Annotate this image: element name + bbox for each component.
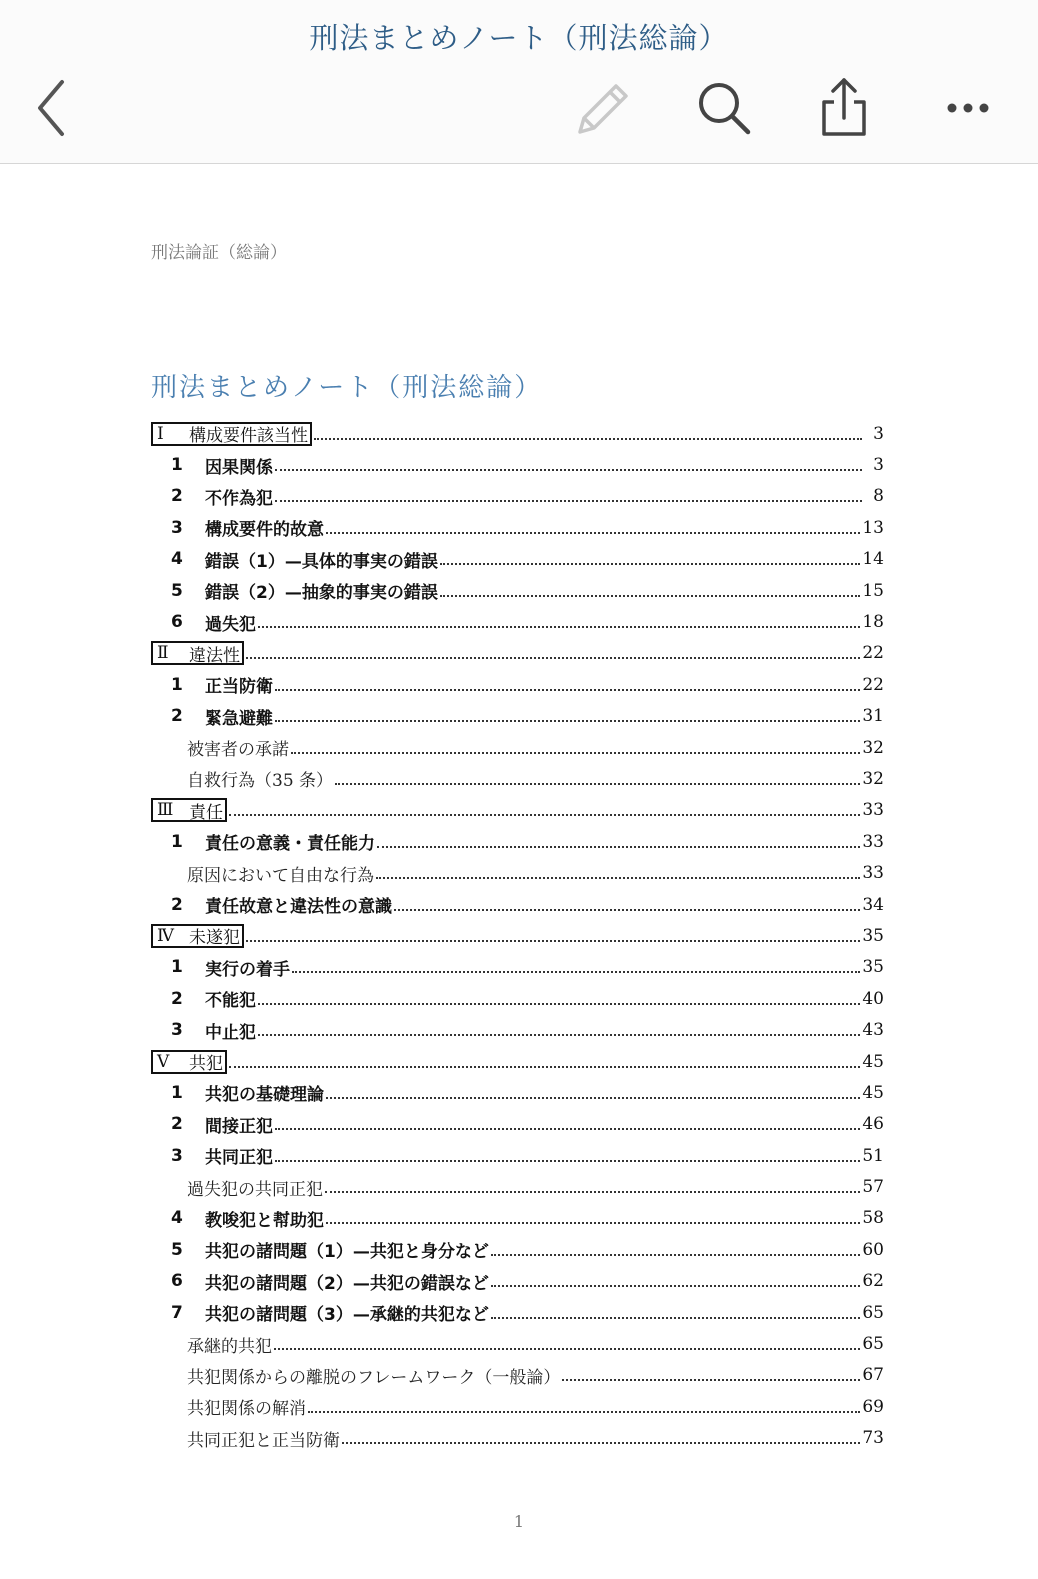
toc-entry-label xyxy=(151,924,244,948)
toc-entry-text: 過失犯 xyxy=(205,614,256,635)
toc-entry-text: 過失犯の共同正犯 xyxy=(187,1179,323,1200)
toc-entry-page: 18 xyxy=(862,612,884,633)
toc-entry-label xyxy=(151,453,273,478)
toc-entry-text: 原因において自由な行為 xyxy=(187,865,374,886)
dot-leader xyxy=(326,1222,860,1224)
toc-entry-label xyxy=(151,1112,273,1137)
toc-entry-label xyxy=(151,1206,324,1231)
dot-leader xyxy=(491,1317,861,1319)
toc-entry-number: Ⅰ xyxy=(157,423,164,444)
document-title: 刑法まとめノート（刑法総論） xyxy=(309,21,729,55)
dot-leader xyxy=(246,940,860,942)
search-button[interactable] xyxy=(692,76,756,140)
toc-entry-label xyxy=(151,766,333,791)
dot-leader xyxy=(314,438,862,440)
toc-entry-text: 正当防衛 xyxy=(205,677,273,698)
toc-entry-label xyxy=(151,1300,489,1325)
toc-entry-page: 35 xyxy=(862,925,884,946)
toc-entry-page: 60 xyxy=(862,1239,884,1260)
toc-entry-part[interactable] xyxy=(151,418,884,449)
toc-entry-number: Ⅳ xyxy=(157,925,174,946)
toc-entry-sub[interactable] xyxy=(151,763,884,794)
toc-entry-page: 14 xyxy=(862,549,884,570)
toc-entry-label xyxy=(151,1269,489,1294)
toc-entry-number: 2 xyxy=(171,486,183,507)
toc-entry-chapter[interactable] xyxy=(151,1014,884,1045)
toc-entry-page: 65 xyxy=(862,1302,884,1323)
toc-entry-number: 2 xyxy=(171,988,183,1009)
toc-entry-number: 6 xyxy=(171,1271,183,1292)
document-page[interactable] xyxy=(0,164,1038,1579)
toc-entry-chapter[interactable] xyxy=(151,1109,884,1140)
toc-entry-page: 22 xyxy=(862,643,884,664)
toc-entry-text: 教唆犯と幇助犯 xyxy=(205,1210,324,1231)
toc-entry-label xyxy=(151,1363,560,1388)
dot-leader xyxy=(491,1285,861,1287)
toc-entry-number: 2 xyxy=(171,706,183,727)
toc-entry-text: 錯誤（2）—抽象的事実の錯誤 xyxy=(205,583,438,604)
toc-entry-label xyxy=(151,892,392,917)
toc-entry-chapter[interactable] xyxy=(151,1077,884,1108)
dot-leader xyxy=(394,909,860,911)
toc-entry-label xyxy=(151,735,289,760)
dot-leader xyxy=(275,469,862,471)
toc-entry-page: 40 xyxy=(862,988,884,1009)
toc-entry-label xyxy=(151,484,273,509)
toc-entry-page: 8 xyxy=(873,486,884,507)
toc-entry-number: 4 xyxy=(171,1208,183,1229)
toc-entry-sub[interactable] xyxy=(151,732,884,763)
toc-entry-page: 43 xyxy=(862,1020,884,1041)
toc-entry-part[interactable] xyxy=(151,920,884,951)
toc-entry-number: Ⅴ xyxy=(157,1051,170,1072)
share-icon xyxy=(812,76,876,140)
toc-entry-text: 責任 xyxy=(189,802,223,823)
toc-entry-number: 5 xyxy=(171,1239,183,1260)
dot-leader xyxy=(292,971,860,973)
toc-entry-page: 15 xyxy=(862,580,884,601)
toc-entry-number: 2 xyxy=(171,894,183,915)
toc-entry-page: 35 xyxy=(862,957,884,978)
toc-entry-chapter[interactable] xyxy=(151,701,884,732)
toc-entry-label xyxy=(151,1143,273,1168)
toc-entry-label xyxy=(151,1394,306,1419)
toc-entry-text: 共犯の諸問題（2）—共犯の錯誤など xyxy=(205,1273,489,1294)
toc-entry-number: Ⅲ xyxy=(157,800,174,821)
toc-entry-text: 自救行為（35 条） xyxy=(187,771,334,792)
toc-entry-text: 不作為犯 xyxy=(205,488,273,509)
toc-entry-text: 未遂犯 xyxy=(189,928,240,949)
toc-entry-chapter[interactable] xyxy=(151,1297,884,1328)
toc-entry-label xyxy=(151,422,312,446)
toc-entry-text: 違法性 xyxy=(189,645,240,666)
toc-entry-label xyxy=(151,1175,323,1200)
back-button[interactable] xyxy=(22,76,86,140)
toc-entry-page: 46 xyxy=(862,1114,884,1135)
toc-entry-label xyxy=(151,672,273,697)
toc-entry-number: 1 xyxy=(171,957,183,978)
toc-entry-number: 1 xyxy=(171,674,183,695)
toc-entry-page: 33 xyxy=(862,863,884,884)
toc-entry-text: 共同正犯と正当防衛 xyxy=(187,1430,340,1451)
toc-entry-chapter[interactable] xyxy=(151,544,884,575)
toc-entry-sub[interactable] xyxy=(151,1391,884,1422)
toc-entry-number: 1 xyxy=(171,831,183,852)
toc-entry-number: 2 xyxy=(171,1114,183,1135)
toc-entry-label xyxy=(151,955,290,980)
page-number: 1 xyxy=(513,1512,525,1531)
toc-entry-label xyxy=(151,1018,256,1043)
dot-leader xyxy=(562,1379,860,1381)
toc-entry-text: 中止犯 xyxy=(205,1022,256,1043)
dot-leader xyxy=(326,532,860,534)
chevron-left-icon xyxy=(22,76,86,140)
toc-entry-text: 構成要件的故意 xyxy=(205,520,324,541)
toc-entry-chapter[interactable] xyxy=(151,952,884,983)
toc-entry-chapter[interactable] xyxy=(151,575,884,606)
toc-entry-chapter[interactable] xyxy=(151,449,884,480)
toc-entry-label xyxy=(151,578,438,603)
toc-entry-label xyxy=(151,547,438,572)
dot-leader xyxy=(275,720,860,722)
toc-entry-page: 32 xyxy=(862,737,884,758)
toc-entry-chapter[interactable] xyxy=(151,1203,884,1234)
toc-entry-part[interactable] xyxy=(151,1046,884,1077)
dot-leader xyxy=(491,1254,861,1256)
toc-entry-text: 責任故意と違法性の意識 xyxy=(205,897,392,918)
toc-entry-text: 共犯関係の解消 xyxy=(187,1399,306,1420)
dot-leader xyxy=(275,500,862,502)
toc-entry-chapter[interactable] xyxy=(151,606,884,637)
toc-entry-text: 共犯の基礎理論 xyxy=(205,1085,324,1106)
toc-entry-sub[interactable] xyxy=(151,857,884,888)
toc-entry-text: 承継的共犯 xyxy=(187,1336,272,1357)
dot-leader xyxy=(275,689,860,691)
toc-entry-text: 間接正犯 xyxy=(205,1116,273,1137)
toc-entry-number: 7 xyxy=(171,1302,183,1323)
toc-entry-number: 1 xyxy=(171,1082,183,1103)
toc-entry-page: 69 xyxy=(862,1396,884,1417)
toc-title: 刑法まとめノート（刑法総論） xyxy=(151,373,543,403)
toc-entry-number: 6 xyxy=(171,612,183,633)
toc-entry-page: 34 xyxy=(862,894,884,915)
toc-entry-page: 13 xyxy=(862,517,884,538)
dot-leader xyxy=(275,1160,860,1162)
toc-entry-chapter[interactable] xyxy=(151,512,884,543)
toc-entry-label xyxy=(151,1080,324,1105)
share-button[interactable] xyxy=(812,76,876,140)
dot-leader xyxy=(325,1191,860,1193)
toc-entry-page: 62 xyxy=(862,1271,884,1292)
more-button[interactable] xyxy=(936,76,1000,140)
edit-button[interactable] xyxy=(568,76,632,140)
dot-leader xyxy=(440,563,861,565)
dot-leader xyxy=(258,1034,860,1036)
toc-entry-page: 67 xyxy=(862,1365,884,1386)
toc-entry-text: 被害者の承諾 xyxy=(187,740,289,761)
toc-entry-text: 共犯の諸問題（3）—承継的共犯など xyxy=(205,1305,489,1326)
toc-entry-text: 共同正犯 xyxy=(205,1148,273,1169)
toc-entry-text: 不能犯 xyxy=(205,991,256,1012)
toc-entry-label xyxy=(151,641,244,665)
toc-entry-label xyxy=(151,1332,272,1357)
dot-leader xyxy=(377,846,860,848)
toc-entry-chapter[interactable] xyxy=(151,669,884,700)
dot-leader xyxy=(342,1442,860,1444)
toc-entry-page: 33 xyxy=(862,831,884,852)
toc-entry-chapter[interactable] xyxy=(151,983,884,1014)
toc-entry-sub[interactable] xyxy=(151,1423,884,1454)
dot-leader xyxy=(335,783,860,785)
toc-entry-text: 実行の着手 xyxy=(205,959,290,980)
toc-entry-label xyxy=(151,798,227,822)
toc-entry-text: 共犯関係からの離脱のフレームワーク（一般論） xyxy=(187,1367,561,1388)
toc-entry-text: 緊急避難 xyxy=(205,708,273,729)
toc-entry-text: 責任の意義・責任能力 xyxy=(205,834,375,855)
toc-entry-page: 33 xyxy=(862,800,884,821)
dot-leader xyxy=(274,1348,860,1350)
toc-entry-label xyxy=(151,986,256,1011)
toc-entry-number: 3 xyxy=(171,517,183,538)
dot-leader xyxy=(229,1066,860,1068)
dot-leader xyxy=(258,1003,860,1005)
toc-entry-chapter[interactable] xyxy=(151,1140,884,1171)
toc-entry-page: 51 xyxy=(862,1145,884,1166)
dot-leader xyxy=(440,595,861,597)
pencil-icon xyxy=(568,76,632,140)
app-toolbar xyxy=(0,0,1038,164)
toc-entry-text: 錯誤（1）—具体的事実の錯誤 xyxy=(205,551,438,572)
toc-entry-text: 共犯の諸問題（1）—共犯と身分など xyxy=(205,1242,489,1263)
toc-entry-text: 因果関係 xyxy=(205,457,273,478)
toc-entry-chapter[interactable] xyxy=(151,481,884,512)
running-header: 刑法論証（総論） xyxy=(151,243,287,263)
toc-entry-chapter[interactable] xyxy=(151,826,884,857)
toc-entry-text: 構成要件該当性 xyxy=(189,426,308,447)
toc-entry-number: 3 xyxy=(171,1020,183,1041)
toc-entry-label xyxy=(151,861,374,886)
toc-entry-text: 共犯 xyxy=(189,1054,223,1074)
toc-entry-page: 73 xyxy=(862,1428,884,1449)
toc-entry-chapter[interactable] xyxy=(151,1266,884,1297)
dot-leader xyxy=(326,1097,860,1099)
toc-entry-page: 32 xyxy=(862,768,884,789)
toc-entry-label xyxy=(151,610,256,635)
dot-leader xyxy=(291,752,860,754)
toc-entry-sub[interactable] xyxy=(151,1171,884,1202)
toc-entry-number: 5 xyxy=(171,580,183,601)
table-of-contents xyxy=(151,418,884,1454)
toc-entry-number: 4 xyxy=(171,549,183,570)
search-icon xyxy=(692,76,756,140)
toc-entry-label xyxy=(151,829,375,854)
toc-entry-chapter[interactable] xyxy=(151,1234,884,1265)
toc-entry-page: 45 xyxy=(862,1082,884,1103)
toc-entry-page: 3 xyxy=(873,455,884,476)
toc-entry-page: 22 xyxy=(862,674,884,695)
toc-entry-page: 65 xyxy=(862,1334,884,1355)
toc-entry-number: 3 xyxy=(171,1145,183,1166)
toc-entry-page: 58 xyxy=(862,1208,884,1229)
toc-entry-part[interactable] xyxy=(151,638,884,669)
toc-entry-label xyxy=(151,704,273,729)
toc-entry-number: 1 xyxy=(171,455,183,476)
toc-entry-sub[interactable] xyxy=(151,1328,884,1359)
toc-entry-part[interactable] xyxy=(151,795,884,826)
toc-entry-label xyxy=(151,1050,227,1074)
toc-entry-page: 3 xyxy=(873,423,884,444)
toc-entry-label xyxy=(151,515,324,540)
dot-leader xyxy=(308,1411,860,1413)
toc-entry-page: 45 xyxy=(862,1051,884,1072)
toc-entry-sub[interactable] xyxy=(151,1360,884,1391)
dot-leader xyxy=(246,657,860,659)
toc-entry-chapter[interactable] xyxy=(151,889,884,920)
toc-entry-label xyxy=(151,1237,489,1262)
more-icon xyxy=(936,76,1000,140)
dot-leader xyxy=(275,1128,860,1130)
dot-leader xyxy=(258,626,860,628)
toc-entry-page: 57 xyxy=(862,1177,884,1198)
toc-entry-page: 31 xyxy=(862,706,884,727)
toc-entry-label xyxy=(151,1426,340,1451)
dot-leader xyxy=(376,877,860,879)
dot-leader xyxy=(229,814,860,816)
toc-entry-number: Ⅱ xyxy=(157,643,169,664)
